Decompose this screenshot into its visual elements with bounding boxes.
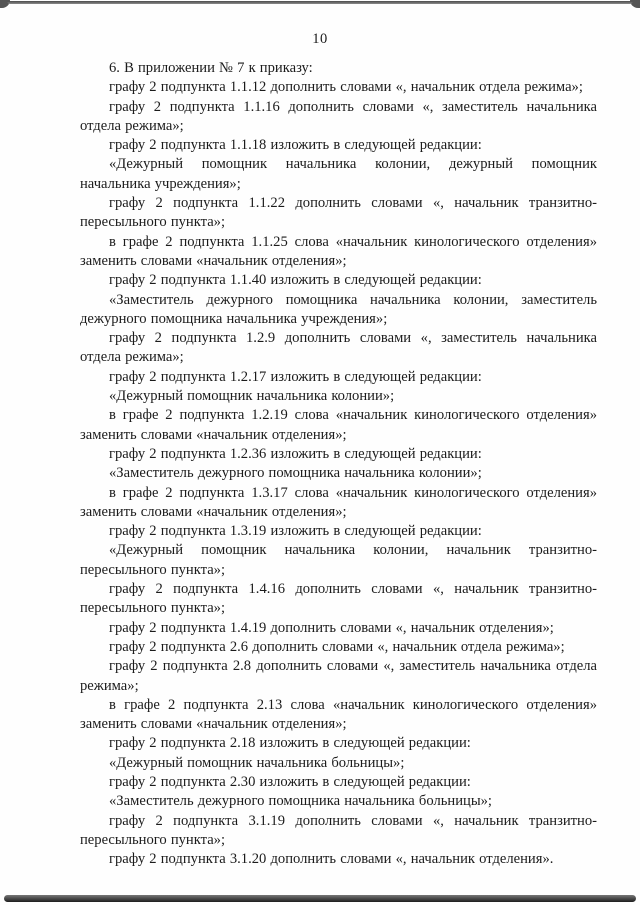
paragraph: графу 2 подпункта 3.1.19 дополнить словами «, начальник транзитно-пересыльного пункта»;: [80, 812, 597, 848]
paragraph: графу 2 подпункта 1.3.19 изложить в следующей редакции:: [109, 523, 482, 540]
paragraph: графу 2 подпункта 2.6 дополнить словами «, начальник отдела режима»;: [109, 638, 565, 655]
paragraph: в графе 2 подпункта 2.13 слова «начальник кинологического отделения» заменить словами «начальник отделения»;: [80, 696, 597, 733]
paragraph: «Дежурный помощник начальника больницы»;: [109, 754, 405, 771]
paragraph: графу 2 подпункта 1.1.22 дополнить словами «, начальник транзитно-пересыльного пункта»;: [80, 195, 597, 231]
paragraph: графу 2 подпункта 2.8 дополнить словами «, заместитель начальника отдела режима»;: [80, 658, 597, 694]
paragraph: 6. В приложении № 7 к приказу:: [109, 60, 313, 76]
paragraph: в графе 2 подпункта 1.3.17 слова «начальник кинологического отделения» заменить словами «начальник отделения»;: [80, 484, 597, 520]
paragraph: «Дежурный помощник начальника колонии»;: [109, 388, 395, 405]
paragraph: графу 2 подпункта 1.2.17 изложить в следующей редакции:: [109, 368, 482, 385]
paragraph: в графе 2 подпункта 1.1.25 слова «начальник кинологического отделения» заменить словами «начальник отделения»;: [80, 233, 597, 269]
scan-artifact-bottom-edge: [4, 895, 636, 902]
paragraph: графу 2 подпункта 3.1.20 дополнить словами «, начальник отделения».: [109, 851, 554, 868]
paragraph: графу 2 подпункта 1.1.40 изложить в следующей редакции:: [109, 272, 482, 289]
paragraph: графу 2 подпункта 1.1.18 изложить в следующей редакции:: [109, 137, 482, 154]
paragraph: «Дежурный помощник начальника колонии, начальник транзитно-пересыльного пункта»;: [80, 542, 597, 578]
paragraph: графу 2 подпункта 1.1.12 дополнить словами «, начальник отдела режима»;: [109, 79, 583, 96]
paragraph: графу 2 подпункта 1.2.36 изложить в следующей редакции:: [109, 445, 482, 462]
scan-artifact-top-edge: [7, 1, 633, 4]
paragraph: графу 2 подпункта 1.4.16 дополнить словами «, начальник транзитно-пересыльного пункта»;: [80, 581, 597, 617]
paragraph: «Дежурный помощник начальника колонии, дежурный помощник начальника учреждения»;: [80, 156, 597, 192]
paragraph: графу 2 подпункта 1.1.16 дополнить словами «, заместитель начальника отдела режима»;: [80, 98, 597, 134]
paragraph: «Заместитель дежурного помощника начальника колонии»;: [109, 465, 482, 482]
paragraph: «Заместитель дежурного помощника начальника больницы»;: [109, 793, 492, 810]
paragraph: графу 2 подпункта 2.18 изложить в следующей редакции:: [109, 735, 471, 752]
page-number: 10: [312, 31, 328, 47]
paragraph: графу 2 подпункта 2.30 изложить в следующей редакции:: [109, 773, 471, 790]
paragraph: в графе 2 подпункта 1.2.19 слова «начальник кинологического отделения» заменить словами «начальник отделения»;: [80, 407, 597, 443]
paragraph: графу 2 подпункта 1.2.9 дополнить словами «, заместитель начальника отдела режима»;: [80, 330, 597, 366]
document-body: [80, 59, 597, 869]
paragraph: «Заместитель дежурного помощника начальника колонии, заместитель дежурного помощника начальника учреждения»;: [80, 291, 597, 327]
paragraph: графу 2 подпункта 1.4.19 дополнить словами «, начальник отделения»;: [109, 619, 554, 636]
